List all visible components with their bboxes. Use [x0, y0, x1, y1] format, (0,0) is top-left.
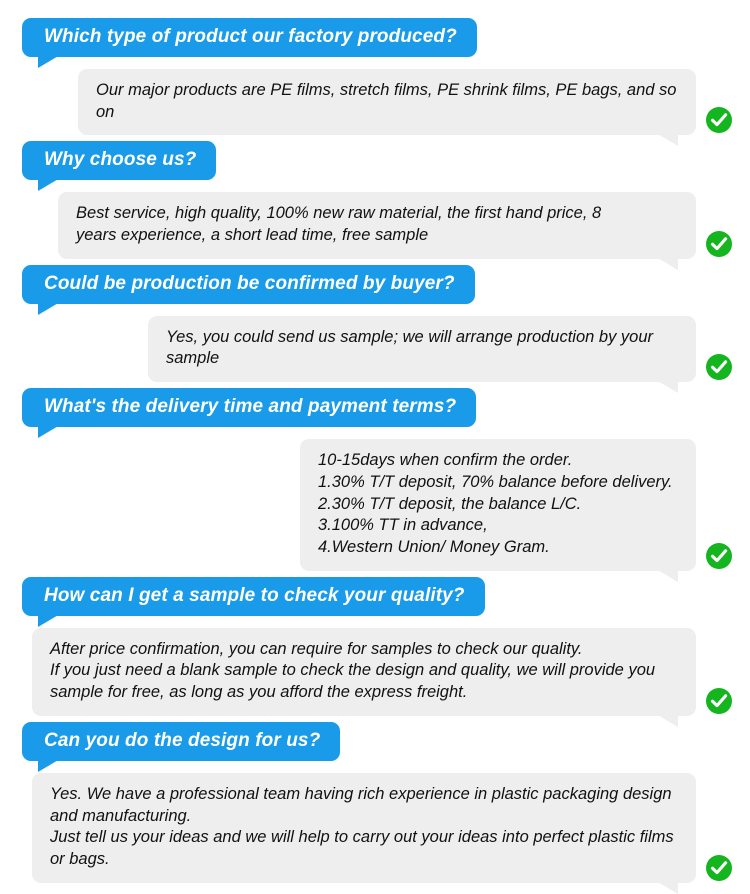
answer-line: If you just need a blank sample to check the design and quality, we will provide you — [50, 661, 656, 680]
check-circle-icon — [706, 688, 732, 714]
answer-row — [0, 192, 750, 259]
question-row — [0, 577, 750, 616]
question-row — [0, 388, 750, 427]
answer-line: years experience, a short lead time, free sample — [76, 225, 429, 244]
answer-bubble — [148, 316, 696, 383]
answer-bubble — [32, 628, 696, 716]
answer-line: 10-15days when confirm the order. — [318, 450, 573, 469]
question-bubble: Why choose us? — [22, 141, 216, 180]
answer-line: and manufacturing. — [50, 806, 192, 825]
check-circle-icon — [706, 231, 732, 257]
answer-line: Our major products are PE films, stretch films, PE shrink films, PE bags, and so on — [96, 80, 677, 121]
answer-line: Yes, you could send us sample; we will arrange production by your sample — [166, 327, 654, 368]
question-bubble: How can I get a sample to check your quality? — [22, 577, 485, 616]
answer-line: 3.100% TT in advance, — [318, 516, 488, 535]
faq-item — [0, 722, 750, 883]
answer-row — [0, 316, 750, 383]
faq-item — [0, 388, 750, 571]
answer-row — [0, 773, 750, 883]
faq-item — [0, 265, 750, 382]
answer-line: Yes. We have a professional team having rich experience in plastic packaging design — [50, 784, 672, 803]
answer-bubble — [300, 439, 696, 571]
answer-row — [0, 628, 750, 716]
faq-item — [0, 577, 750, 716]
answer-line: 1.30% T/T deposit, 70% balance before delivery. — [318, 472, 673, 491]
answer-line: Best service, high quality, 100% new raw material, the first hand price, 8 — [76, 204, 602, 223]
question-row — [0, 722, 750, 761]
check-circle-icon — [706, 354, 732, 380]
answer-line: After price confirmation, you can require for samples to check our quality. — [50, 639, 583, 658]
answer-line: or bags. — [50, 850, 110, 869]
check-circle-icon — [706, 855, 732, 881]
question-row — [0, 18, 750, 57]
answer-row — [0, 439, 750, 571]
check-circle-icon — [706, 107, 732, 133]
question-row — [0, 141, 750, 180]
check-circle-icon — [706, 543, 732, 569]
answer-line: sample for free, as long as you afford the express freight. — [50, 683, 468, 702]
answer-bubble — [32, 773, 696, 883]
faq-item — [0, 18, 750, 135]
question-bubble: Can you do the design for us? — [22, 722, 340, 761]
answer-bubble — [58, 192, 696, 259]
answer-line: Just tell us your ideas and we will help to carry out your ideas into perfect plastic films — [50, 828, 674, 847]
question-bubble: What's the delivery time and payment terms? — [22, 388, 476, 427]
question-row — [0, 265, 750, 304]
answer-line: 4.Western Union/ Money Gram. — [318, 538, 550, 557]
answer-line: 2.30% T/T deposit, the balance L/C. — [318, 494, 582, 513]
faq-item — [0, 141, 750, 258]
question-bubble: Which type of product our factory produced? — [22, 18, 477, 57]
answer-row — [0, 69, 750, 136]
question-bubble: Could be production be confirmed by buyer? — [22, 265, 475, 304]
answer-bubble — [78, 69, 696, 136]
